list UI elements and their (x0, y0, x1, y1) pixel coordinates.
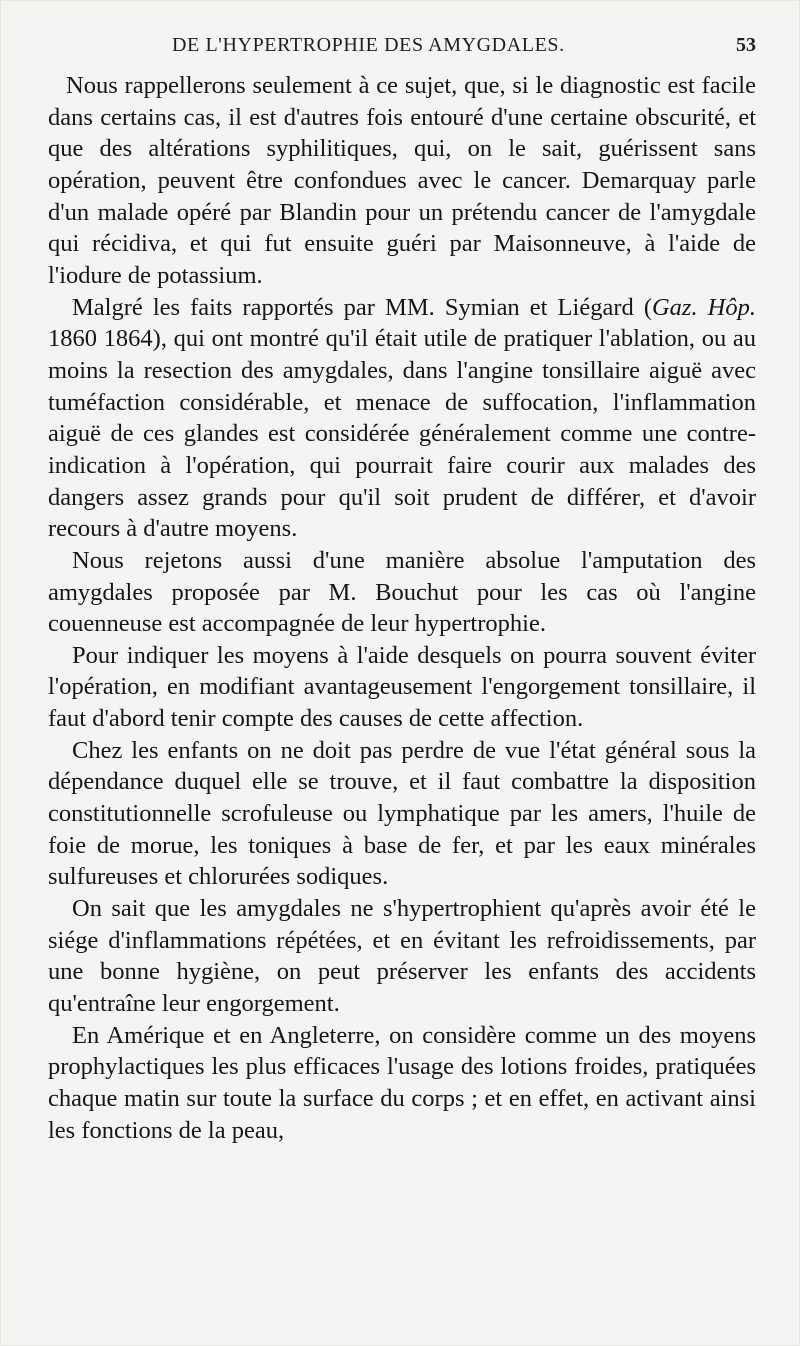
paragraph-malgre (48, 292, 756, 545)
paragraph-enfants: Chez les enfants on ne doit pas perdre de vue l'état général sous la dépendance duquel elle se trouve, et il faut combattre la disposition constitutionnelle scrofuleuse ou lymphatique par les amers, l'huile de foie de morue, les toniques à base de fer, et par les eaux minérales sulfureuses et chlorurées sodiques. (48, 736, 756, 891)
page-number: 53 (736, 34, 756, 56)
page-header (48, 30, 756, 64)
running-head: DE L'HYPERTROPHIE DES AMYGDALES. (172, 34, 565, 56)
paragraph-amerique: En Amérique et en Angleterre, on considère comme un des moyens prophylactiques les plus efficaces l'usage des lotions froides, pratiquées chaque matin sur toute la surface du corps ; et en effet, en activant ainsi les fonctions de la peau, (48, 1021, 756, 1144)
body-text (48, 70, 756, 1146)
paragraph-hygiene: On sait que les amygdales ne s'hypertrophient qu'après avoir été le siége d'inflammations répétées, et en évitant les refroidissements, par une bonne hygiène, on peut préserver les enfants des accidents qu'entraîne leur engorgement. (48, 895, 756, 1018)
paragraph-malgre-citation: Gaz. Hôp. (651, 293, 756, 321)
paragraph-malgre-text-after: 1860 1864), qui ont montré qu'il était utile de pratiquer l'ablation, ou au moins la resection des amygdales, dans l'angine tonsillaire aiguë avec tuméfaction considérable, et menace de suffocation, l'inflammation aiguë de ces glandes est considérée généralement comme une contre-indication à l'opération, qui pourrait faire courir aux malades des dangers assez grands pour qu'il soit prudent de différer, et d'avoir recours à d'autre moyens. (48, 325, 756, 543)
paragraph-rejetons: Nous rejetons aussi d'une manière absolue l'amputation des amygdales proposée par M. Bouchut pour les cas où l'angine couenneuse est accompagnée de leur hypertrophie. (48, 546, 756, 638)
paragraph-diagnostic: Nous rappellerons seulement à ce sujet, que, si le diagnostic est facile dans certains cas, il est d'autres fois entouré d'une certaine obscurité, et que des altérations syphilitiques, qui, on le sait, guérissent sans opération, peuvent être confondues avec le cancer. Demarquay parle d'un malade opéré par Blandin pour un prétendu cancer de l'amygdale qui récidiva, et qui fut ensuite guéri par Maisonneuve, à l'aide de l'iodure de potassium. (48, 72, 756, 289)
paragraph-indiquer: Pour indiquer les moyens à l'aide desquels on pourra souvent éviter l'opération, en modifiant avantageusement l'engorgement tonsillaire, il faut d'abord tenir compte des causes de cette affection. (48, 641, 756, 733)
paragraph-malgre-text-before: Malgré les faits rapportés par MM. Symian et Liégard ( (72, 293, 652, 321)
